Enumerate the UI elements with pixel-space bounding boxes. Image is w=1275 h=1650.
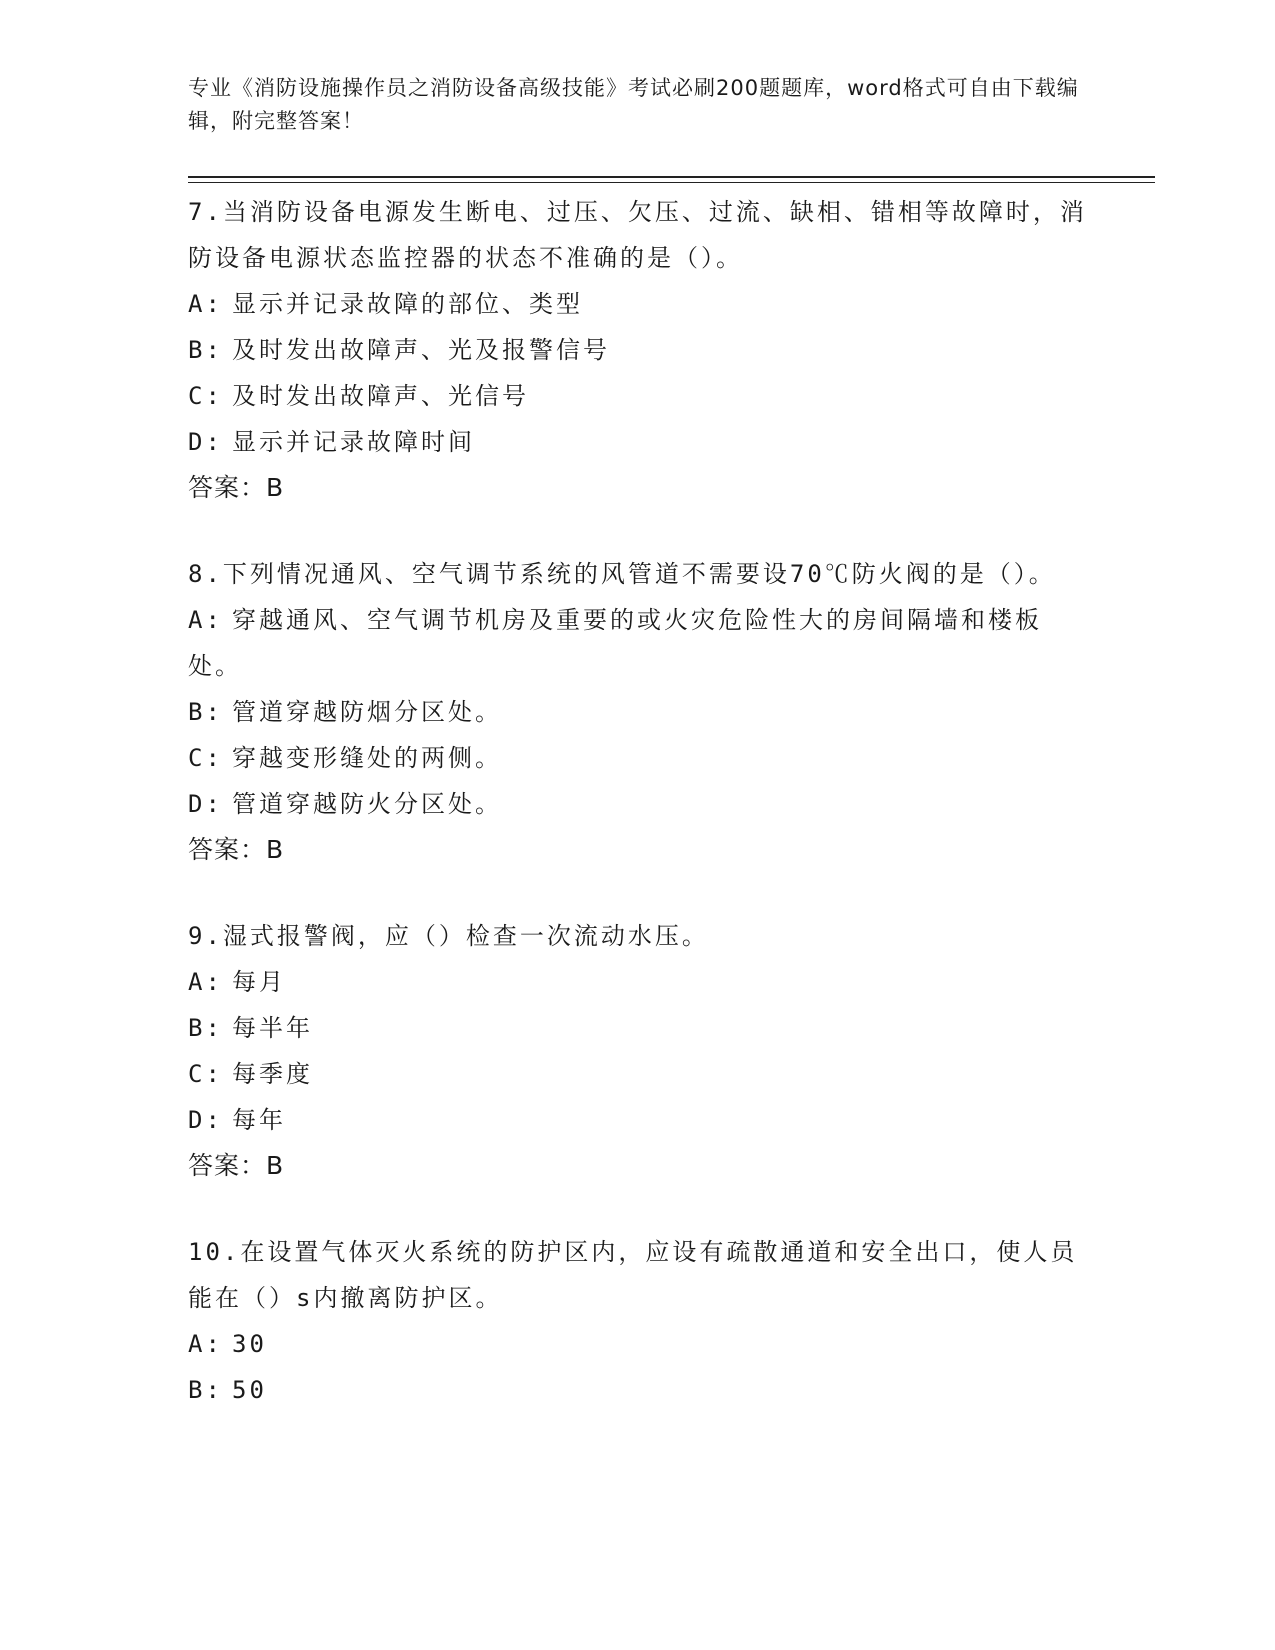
option-b — [188, 689, 1088, 735]
question-stem: 7.当消防设备电源发生断电、过压、欠压、过流、缺相、错相等故障时，消防设备电源状态监控器的状态不准确的是（）。 — [188, 198, 1087, 272]
option-text: 及时发出故障声、光及报警信号 — [232, 336, 610, 364]
answer-line: 答案：B — [188, 473, 285, 502]
option-letter: D: — [188, 1106, 223, 1134]
question-stem: 8.下列情况通风、空气调节系统的风管道不需要设70℃防火阀的是（）。 — [188, 560, 1056, 588]
option-d — [188, 419, 1088, 465]
option-text: 及时发出故障声、光信号 — [232, 382, 529, 410]
option-letter: B: — [188, 1376, 223, 1404]
question-list — [188, 189, 1088, 1453]
question-8 — [188, 551, 1088, 873]
option-text: 每年 — [232, 1106, 286, 1134]
option-text: 管道穿越防烟分区处。 — [232, 698, 502, 726]
answer-line: 答案：B — [188, 1151, 285, 1180]
question-7 — [188, 189, 1088, 511]
option-letter: A: — [188, 968, 223, 996]
option-text: 30 — [232, 1330, 267, 1358]
option-a — [188, 959, 1088, 1005]
option-text: 每季度 — [232, 1060, 313, 1088]
option-text: 管道穿越防火分区处。 — [232, 790, 502, 818]
option-letter: A: — [188, 1330, 223, 1358]
option-letter: B: — [188, 1014, 223, 1042]
option-d — [188, 781, 1088, 827]
option-a — [188, 281, 1088, 327]
option-text: 50 — [232, 1376, 267, 1404]
option-letter: A: — [188, 290, 223, 318]
option-letter: B: — [188, 698, 223, 726]
question-9 — [188, 913, 1088, 1189]
document-header: 专业《消防设施操作员之消防设备高级技能》考试必刷200题题库，word格式可自由下载编辑，附完整答案！ — [188, 76, 1079, 133]
option-text: 穿越通风、空气调节机房及重要的或火灾危险性大的房间隔墙和楼板处。 — [188, 606, 1042, 680]
option-text: 穿越变形缝处的两侧。 — [232, 744, 502, 772]
header-divider-thick — [188, 176, 1155, 178]
option-c — [188, 735, 1088, 781]
option-letter: C: — [188, 1060, 223, 1088]
question-stem: 10.在设置气体灭火系统的防护区内，应设有疏散通道和安全出口，使人员能在（）s内撤离防护区。 — [188, 1238, 1078, 1312]
option-letter: C: — [188, 382, 223, 410]
option-d — [188, 1097, 1088, 1143]
option-text: 每月 — [232, 968, 286, 996]
option-b — [188, 327, 1088, 373]
option-c — [188, 1051, 1088, 1097]
option-text: 显示并记录故障时间 — [232, 428, 475, 456]
option-letter: D: — [188, 790, 223, 818]
option-text: 显示并记录故障的部位、类型 — [232, 290, 583, 318]
option-b — [188, 1367, 1088, 1413]
option-letter: A: — [188, 606, 223, 634]
header-divider-thin — [188, 182, 1155, 183]
question-10 — [188, 1229, 1088, 1413]
option-letter: B: — [188, 336, 223, 364]
option-c — [188, 373, 1088, 419]
option-b — [188, 1005, 1088, 1051]
option-text: 每半年 — [232, 1014, 313, 1042]
option-letter: C: — [188, 744, 223, 772]
answer-line: 答案：B — [188, 835, 285, 864]
question-stem: 9.湿式报警阀，应（）检查一次流动水压。 — [188, 922, 709, 950]
option-letter: D: — [188, 428, 223, 456]
option-a — [188, 597, 1088, 689]
option-a — [188, 1321, 1088, 1367]
